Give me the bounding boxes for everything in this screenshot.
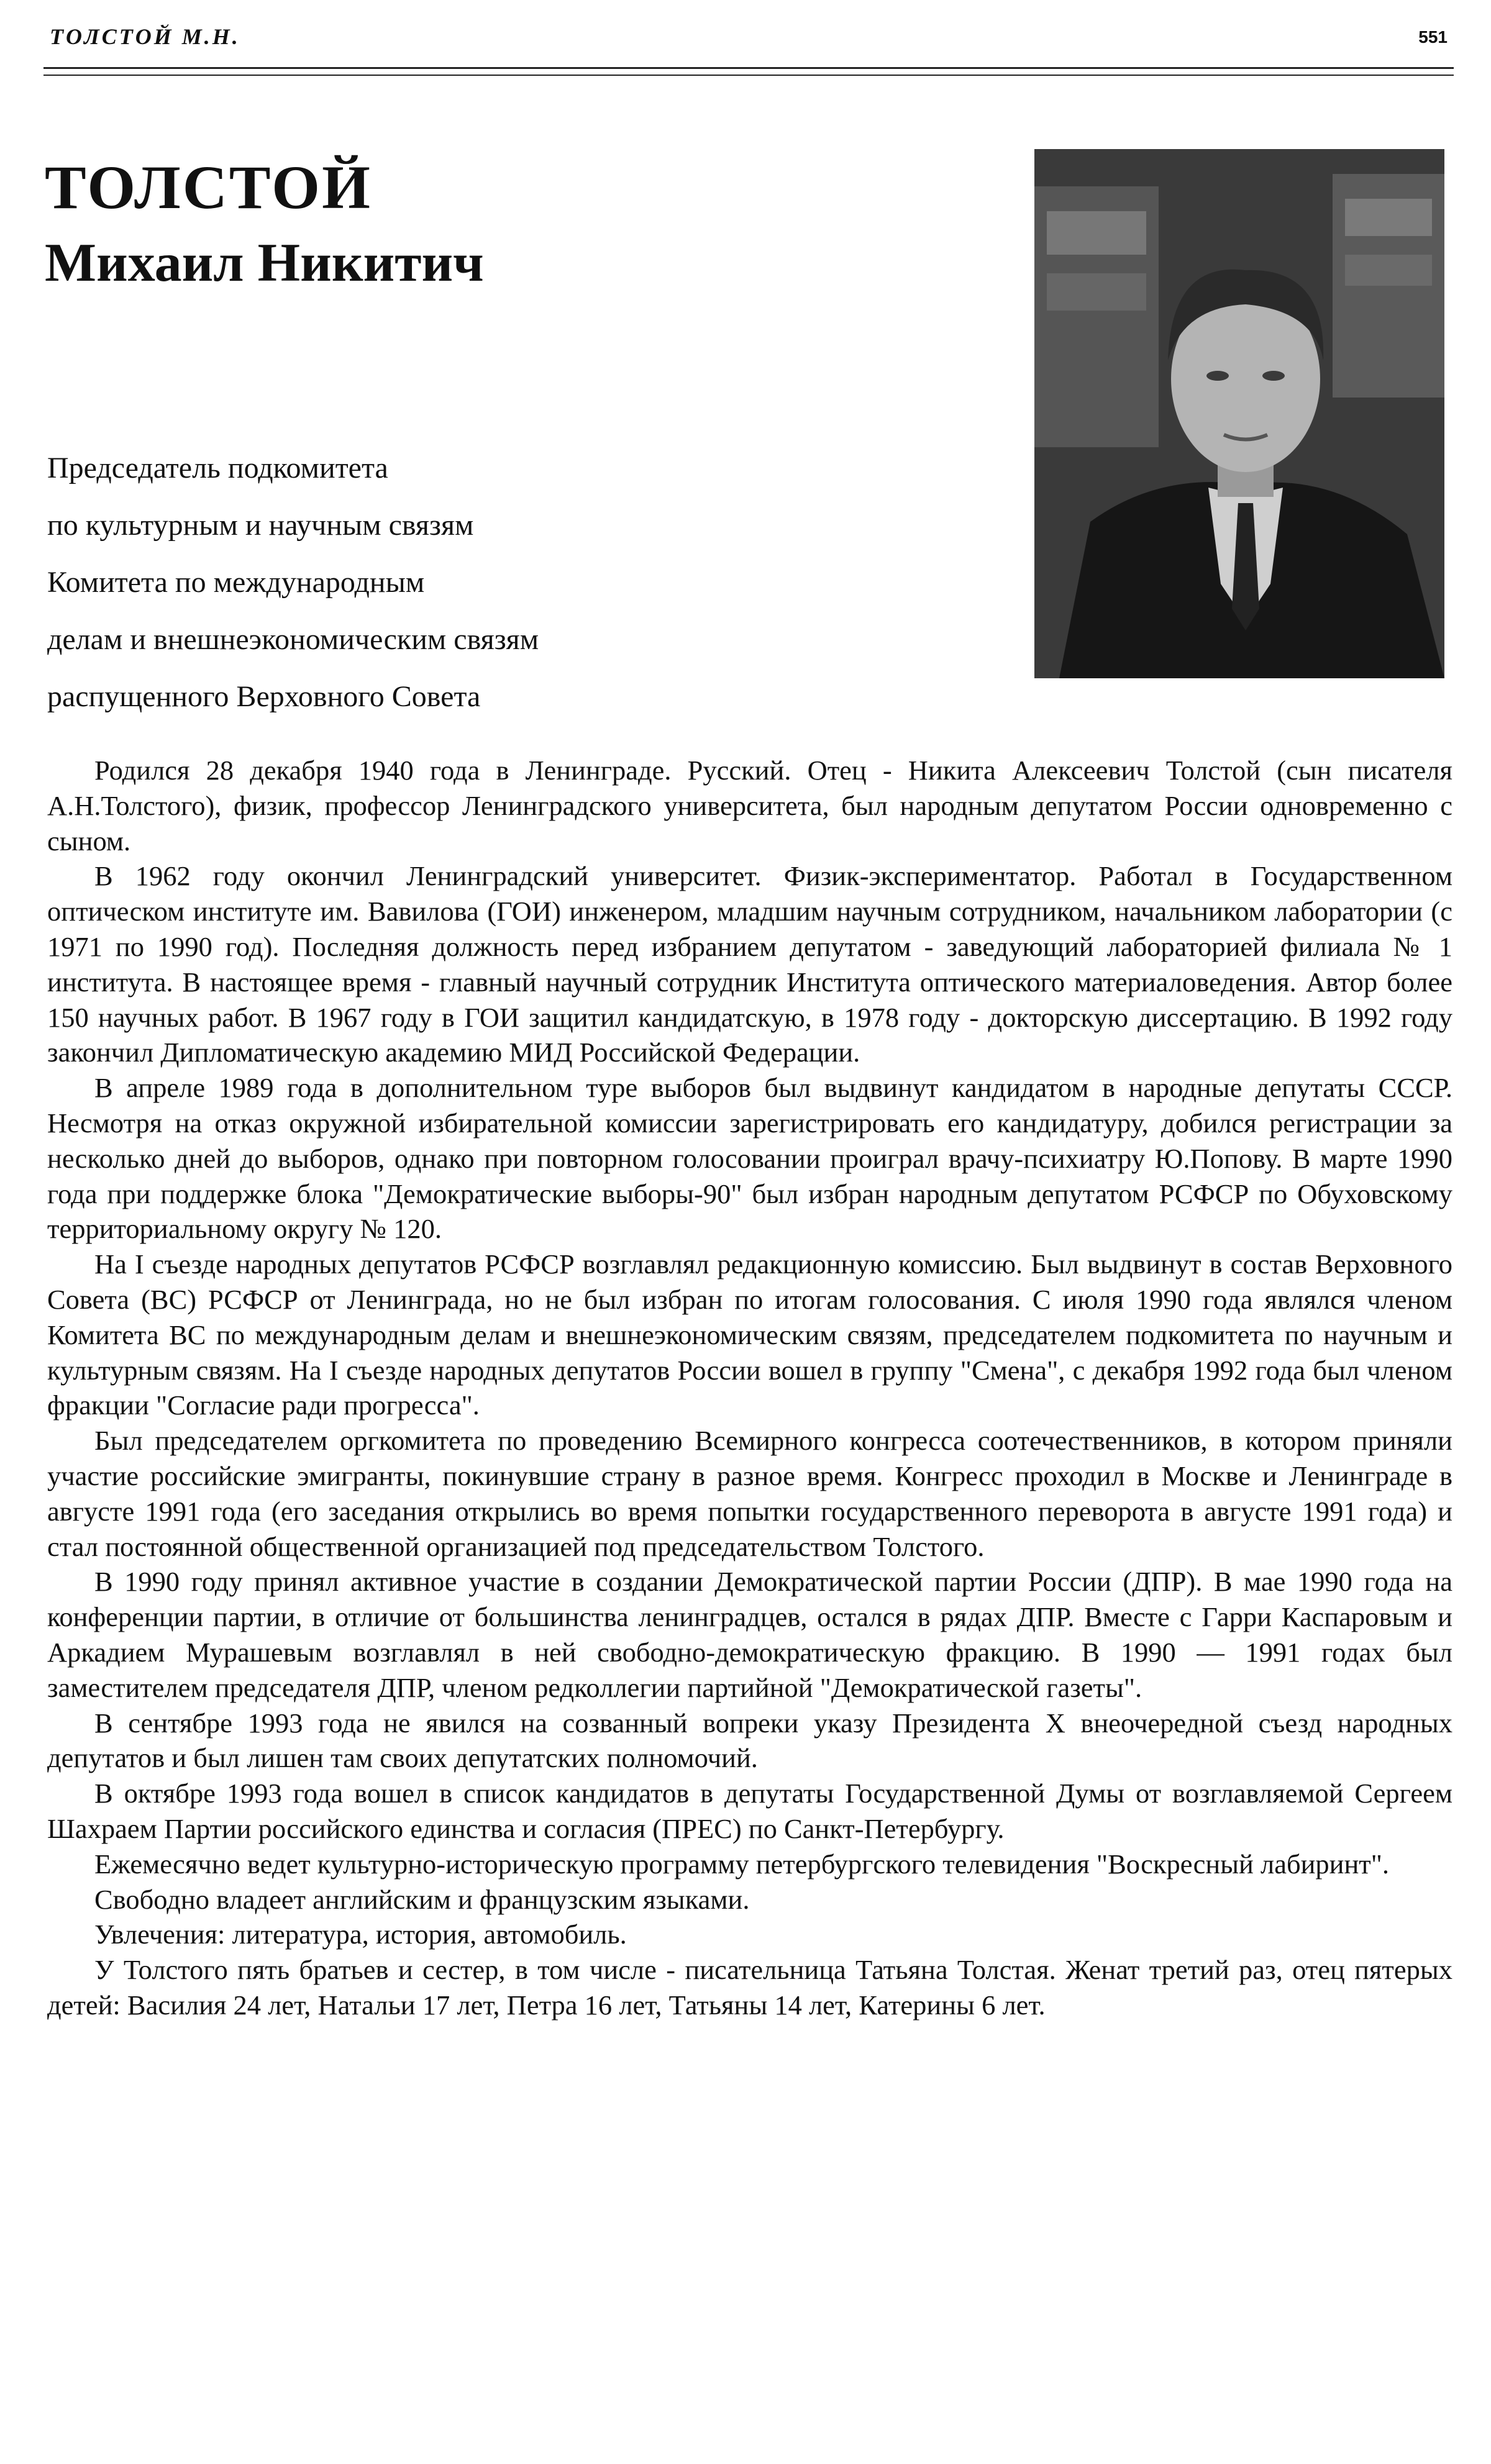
- paragraph: Был председателем оргкомитета по проведению Всемирного конгресса соотечественников, в котором приняли участие российские эмигранты, покинувшие страну в разное время. Конгресс проходил в Москве и Ленинграде в августе 1991 года (его заседания открылись во время попытки государственного переворота в августе 1991 года) и стал постоянной общественной организацией под председательством Толстого.: [47, 1425, 1452, 1562]
- position-line: делам и внешнеэкономическим связям: [47, 623, 539, 656]
- position-line: Председатель подкомитета: [47, 452, 388, 484]
- header-rule: [43, 67, 1454, 69]
- surname-heading: ТОЛСТОЙ: [45, 153, 372, 222]
- paragraph: На I съезде народных депутатов РСФСР возглавлял редакционную комиссию. Был выдвинут в состав Верховного Совета (ВС) РСФСР от Ленинграда, но не был избран по итогам голосования. С июля 1990 года являлся членом Комитета ВС по международным делам и внешнеэкономическим связям, председателем подкомитета по научным и культурным связям. На I съезде народных депутатов России вошел в группу "Смена", с декабря 1992 года был членом фракции "Согласие ради прогресса".: [47, 1248, 1452, 1421]
- paragraph: Свободно владеет английским и французским языками.: [94, 1883, 750, 1915]
- portrait-photo-icon: [1034, 149, 1444, 678]
- paragraph: В 1990 году принял активное участие в создании Демократической партии России (ДПР). В мае 1990 года на конференции партии, в отличие от большинства ленинградцев, остался в рядах ДПР. Вместе с Гарри Каспаровым и Аркадием Мурашевым возглавлял в ней свободно-демократическую фракцию. В 1990 — 1991 годах был заместителем председателя ДПР, членом редколлегии партийной "Демократической газеты".: [47, 1566, 1452, 1703]
- paragraph: В 1962 году окончил Ленинградский университет. Физик-экспериментатор. Работал в Государственном оптическом институте им. Вавилова (ГОИ) инженером, младшим научным сотрудником, начальником лаборатории (с 1971 по 1990 год). Последняя должность перед избранием депутатом - заведующий лабораторией филиала № 1 института. В настоящее время - главный научный сотрудник Института оптического материаловедения. Автор более 150 научных работ. В 1967 году в ГОИ защитил кандидатскую, в 1978 году - докторскую диссертацию. В 1992 году закончил Дипломатическую академию МИД Российской Федерации.: [47, 860, 1452, 1068]
- page-number: 551: [1418, 27, 1448, 47]
- position-line: по культурным и научным связям: [47, 509, 474, 542]
- header-rule-thin: [43, 75, 1454, 76]
- biography-text: [47, 753, 1452, 2023]
- position-line: распущенного Верховного Совета: [47, 680, 481, 713]
- position-line: Комитета по международным: [47, 566, 425, 599]
- paragraph: Увлечения: литература, история, автомобиль.: [94, 1919, 627, 1950]
- paragraph: Родился 28 декабря 1940 года в Ленинграде. Русский. Отец - Никита Алексеевич Толстой (сын писателя А.Н.Толстого), физик, профессор Ленинградского университета, был народным депутатом России одновременно с сыном.: [47, 755, 1452, 857]
- given-names-heading: Михаил Никитич: [45, 233, 484, 293]
- paragraph: В апреле 1989 года в дополнительном туре выборов был выдвинут кандидатом в народные депутаты СССР. Несмотря на отказ окружной избирательной комиссии зарегистрировать его кандидатуру, добился регистрации за несколько дней до выборов, однако при повторном голосовании проиграл врачу-психиатру Ю.Попову. В марте 1990 года при поддержке блока "Демократические выборы-90" был избран народным депутатом РСФСР по Обуховскому территориальному округу № 120.: [47, 1072, 1452, 1245]
- paragraph: У Толстого пять братьев и сестер, в том числе - писательница Татьяна Толстая. Женат третий раз, отец пятерых детей: Василия 24 лет, Натальи 17 лет, Петра 16 лет, Татьяны 14 лет, Катерины 6 лет.: [47, 1954, 1452, 2021]
- paragraph: В октябре 1993 года вошел в список кандидатов в депутаты Государственной Думы от возглавляемой Сергеем Шахраем Партии российского единства и согласия (ПРЕС) по Санкт-Петербургу.: [47, 1778, 1452, 1844]
- portrait-photo: [1034, 149, 1444, 678]
- paragraph: В сентябре 1993 года не явился на созванный вопреки указу Президента X внеочередной съезд народных депутатов и был лишен там своих депутатских полномочий.: [47, 1707, 1452, 1774]
- position-description: [47, 440, 979, 725]
- running-head: ТОЛСТОЙ М.Н.: [50, 24, 240, 49]
- paragraph: Ежемесячно ведет культурно-историческую программу петербургского телевидения "Воскресный лабиринт".: [94, 1848, 1390, 1880]
